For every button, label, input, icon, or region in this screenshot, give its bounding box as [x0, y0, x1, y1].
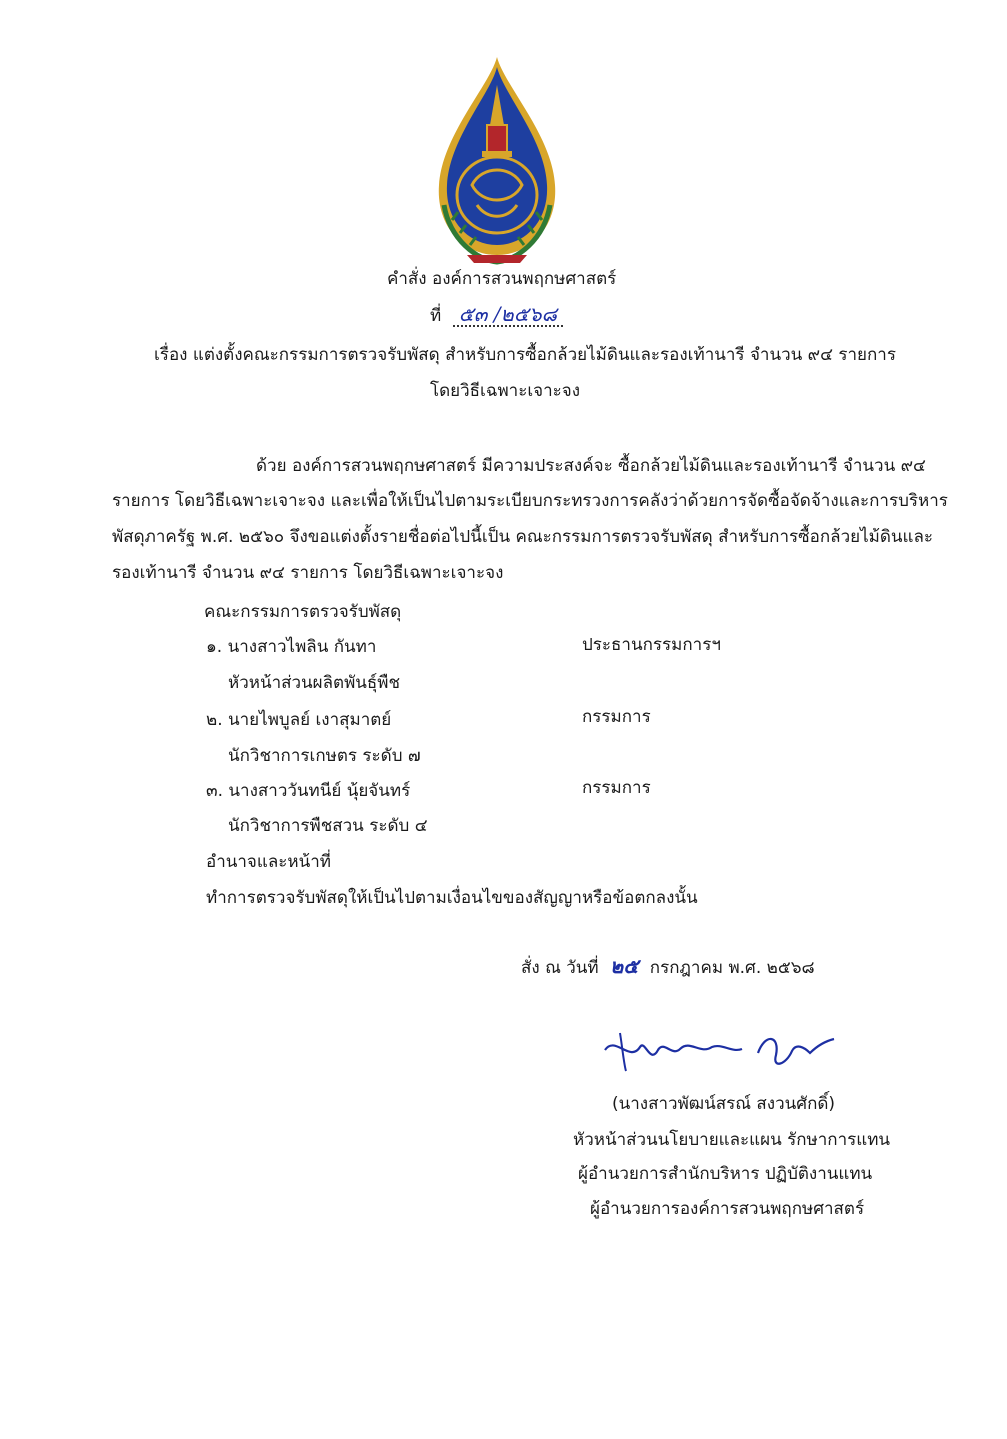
member-3-title: นักวิชาการพืชสวน ระดับ ๔: [228, 816, 428, 836]
order-title: คำสั่ง องค์การสวนพฤกษศาสตร์: [387, 269, 617, 289]
signer-position-1: หัวหน้าส่วนนโยบายและแผน รักษาการแทน: [573, 1130, 891, 1150]
order-number-value: ๕๓ /๒๕๖๘: [453, 303, 563, 327]
signer-name: (นางสาวพัฒน์สรณ์ สงวนศักดิ์): [612, 1094, 836, 1114]
member-2-name: ๒. นายไพบูลย์ เงาสุมาตย์: [206, 710, 392, 730]
signer-position-2: ผู้อำนวยการสำนักบริหาร ปฏิบัติงานแทน: [578, 1164, 873, 1184]
member-3-name: ๓. นางสาววันทนีย์ นุ้ยจันทร์: [206, 781, 411, 801]
date-prefix: สั่ง ณ วันที่: [521, 958, 599, 978]
member-1-title: หัวหน้าส่วนผลิตพันธุ์พืช: [228, 673, 401, 693]
subject-line-1: เรื่อง แต่งตั้งคณะกรรมการตรวจรับพัสดุ สำหรับการซื้อกล้วยไม้ดินและรองเท้านารี จำนวน ๙๔ รายการ: [154, 345, 896, 365]
paragraph-line-4: รองเท้านารี จำนวน ๙๔ รายการ โดยวิธีเฉพาะเจาะจง: [112, 563, 504, 583]
paragraph-line-3: พัสดุภาครัฐ พ.ศ. ๒๕๖๐ จึงขอแต่งตั้งรายชื่อต่อไปนี้เป็น คณะกรรมการตรวจรับพัสดุ สำหรับการซื้อกล้วยไม้ดินและ: [112, 527, 934, 547]
signature-handwritten: [600, 1025, 840, 1075]
committee-heading: คณะกรรมการตรวจรับพัสดุ: [204, 602, 402, 622]
order-number: [430, 303, 563, 327]
duty-heading: อำนาจและหน้าที่: [206, 852, 331, 872]
order-number-prefix: ที่: [430, 306, 442, 326]
member-3-role: กรรมการ: [582, 778, 651, 798]
subject-line-2: โดยวิธีเฉพาะเจาะจง: [430, 381, 581, 401]
duty-text: ทำการตรวจรับพัสดุให้เป็นไปตามเงื่อนไขของสัญญาหรือข้อตกลงนั้น: [206, 888, 698, 908]
paragraph-line-1: ด้วย องค์การสวนพฤกษศาสตร์ มีความประสงค์จะ ซื้อกล้วยไม้ดินและรองเท้านารี จำนวน ๙๔: [256, 456, 926, 476]
member-1-role: ประธานกรรมการฯ: [582, 635, 721, 655]
signer-position-3: ผู้อำนวยการองค์การสวนพฤกษศาสตร์: [590, 1199, 865, 1219]
member-2-role: กรรมการ: [582, 707, 651, 727]
member-2-title: นักวิชาการเกษตร ระดับ ๗: [228, 746, 421, 766]
date-day: ๒๕: [610, 954, 639, 978]
organization-logo: [432, 55, 562, 265]
paragraph-line-2: รายการ โดยวิธีเฉพาะเจาะจง และเพื่อให้เป็นไปตามระเบียบกระทรวงการคลังว่าด้วยการจัดซื้อจัดจ้างและการบริหาร: [112, 491, 948, 511]
date-suffix: กรกฎาคม พ.ศ. ๒๕๖๘: [649, 958, 815, 978]
order-date: [521, 955, 815, 979]
member-1-name: ๑. นางสาวไพลิน กันทา: [206, 637, 377, 657]
